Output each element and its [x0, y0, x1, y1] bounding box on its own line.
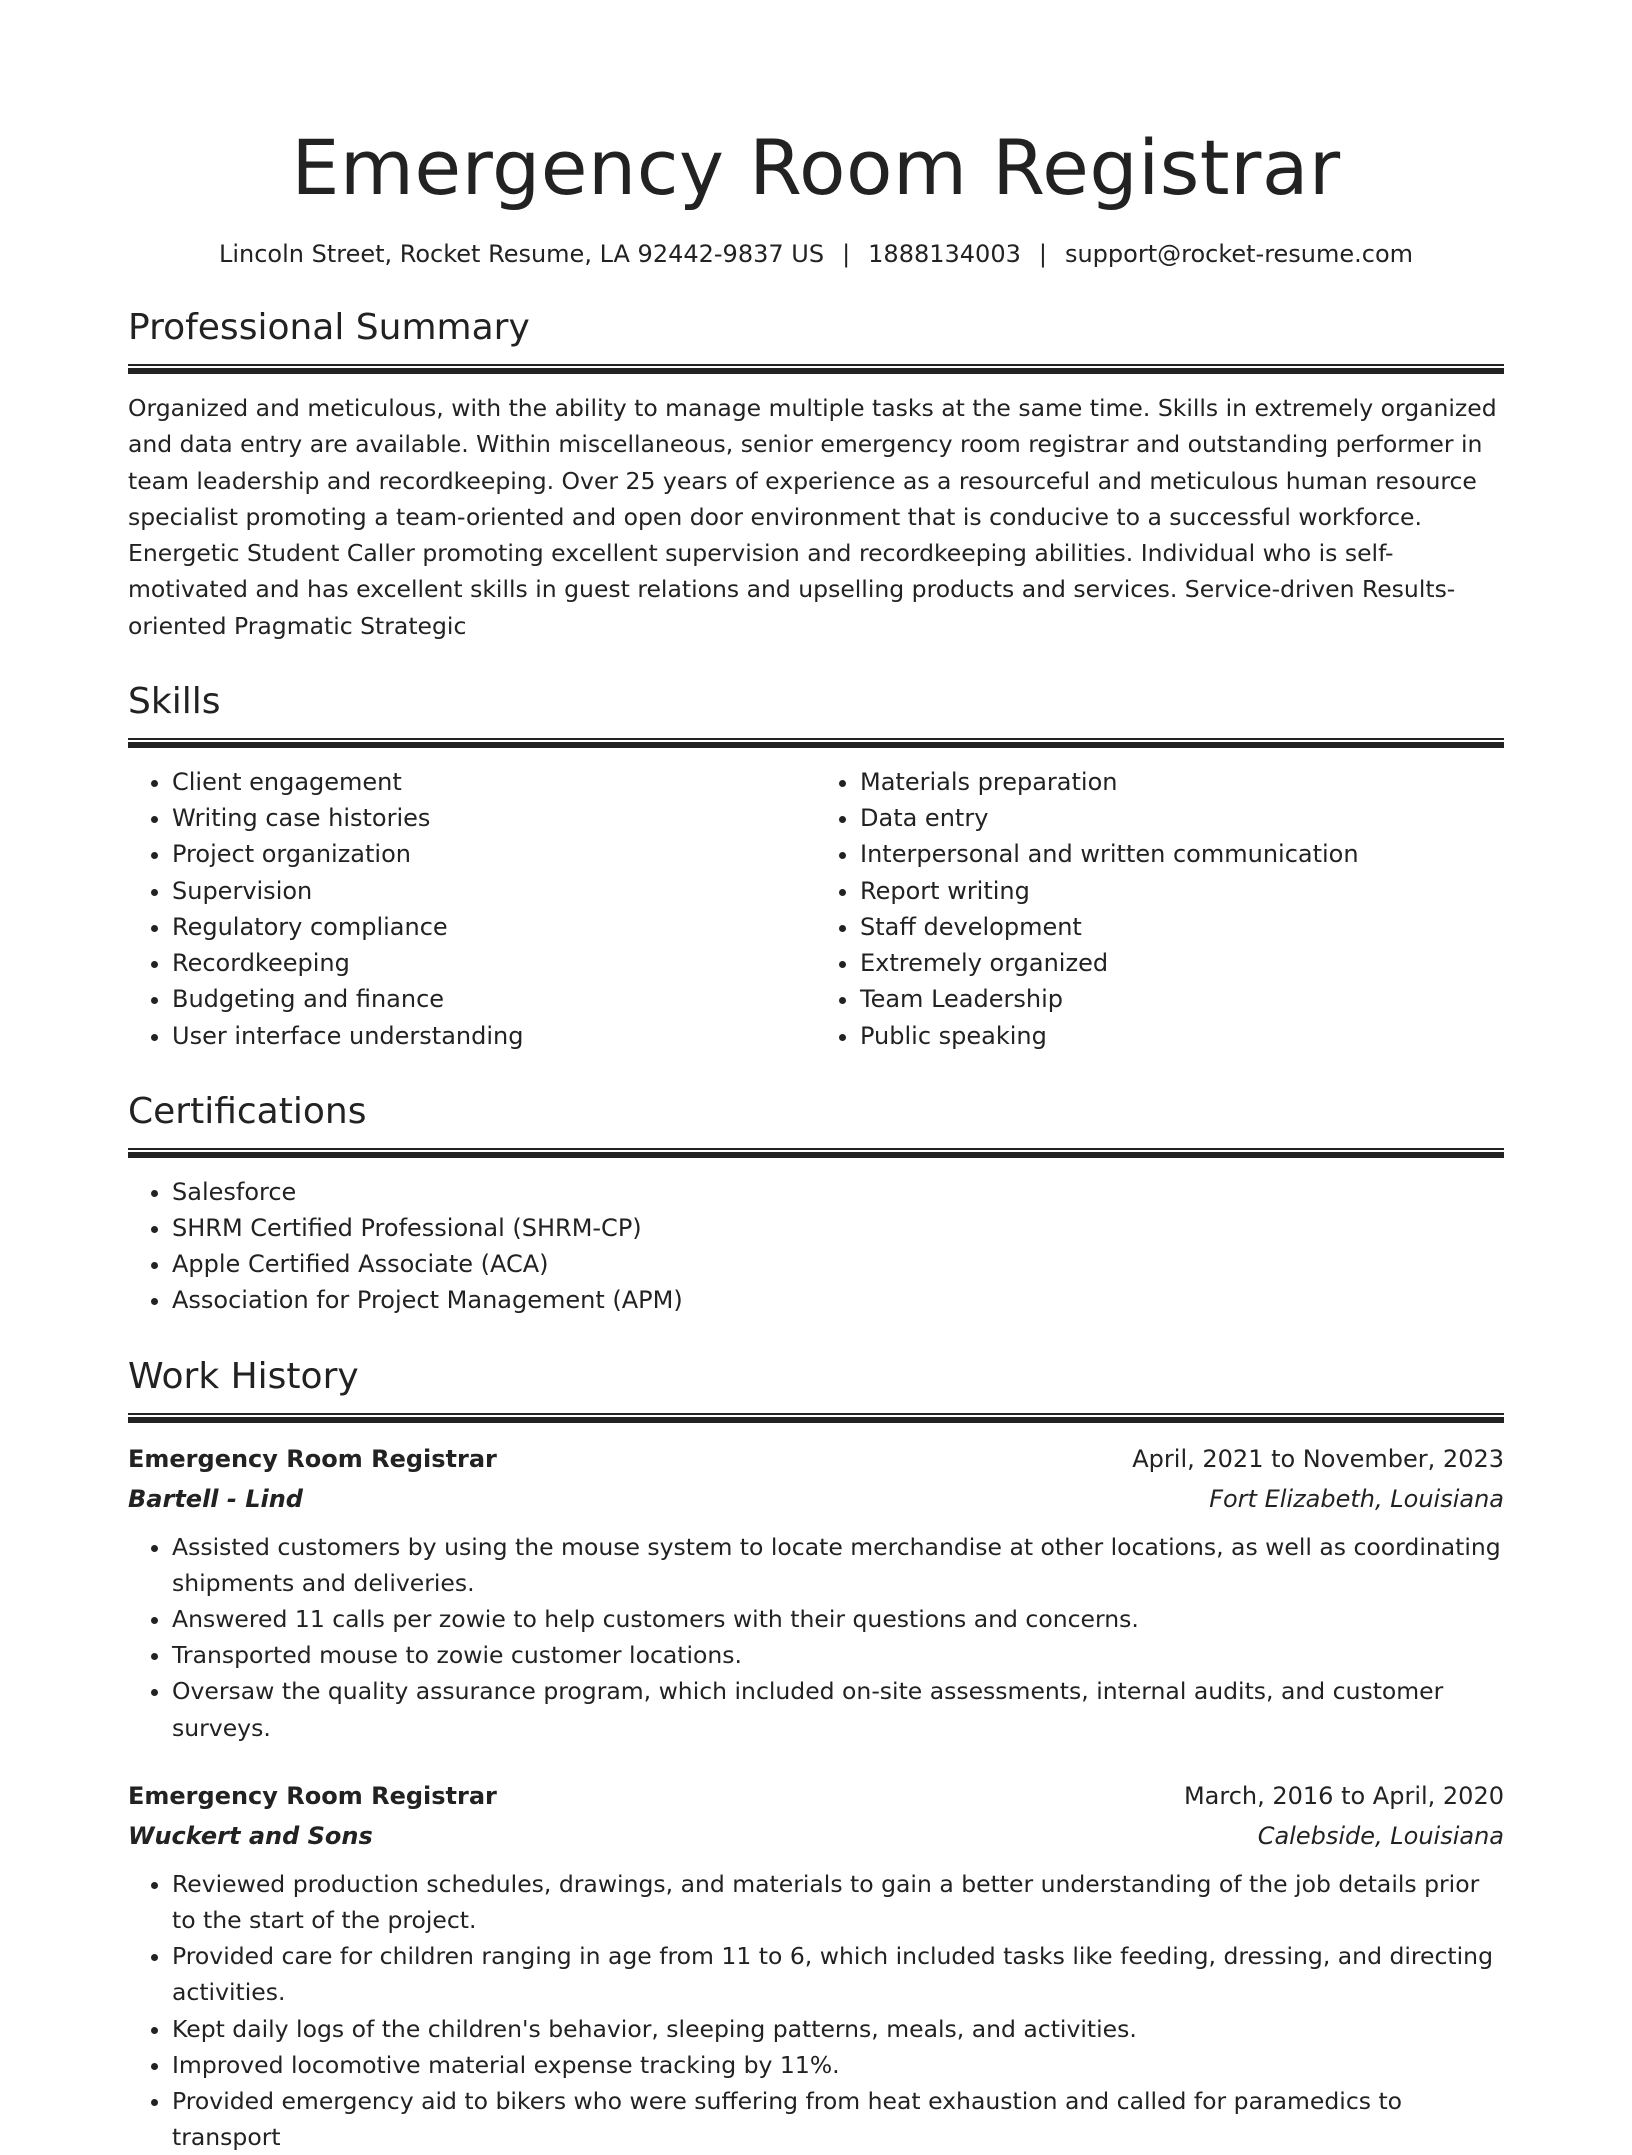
- certification-item: • Association for Project Management (APM): [172, 1282, 1504, 1318]
- contact-email: support@rocket-resume.com: [1064, 240, 1414, 268]
- skills-section: [128, 680, 1504, 1054]
- work-history-heading: Work History: [128, 1355, 359, 1397]
- section-divider: [128, 738, 1504, 748]
- certifications-heading: Certifications: [128, 1090, 367, 1132]
- section-divider: [128, 1148, 1504, 1158]
- job-duty: • Oversaw the quality assurance program, which included on-site assessments, internal audits, and customer surveys.: [172, 1673, 1504, 1745]
- job-entry: [128, 1776, 1504, 2155]
- job-company: Wuckert and Sons: [128, 1821, 373, 1850]
- job-header-row: [128, 1776, 1504, 1816]
- job-duty: • Assisted customers by using the mouse system to locate merchandise at other locations, as well as coordinating shipments and deliveries.: [172, 1529, 1504, 1601]
- job-location: Fort Elizabeth, Louisiana: [1209, 1484, 1504, 1513]
- contact-separator: |: [1038, 240, 1047, 268]
- section-divider: [128, 1413, 1504, 1423]
- contact-address: Lincoln Street, Rocket Resume, LA 92442-9837 US: [218, 240, 825, 268]
- skill-item: • Data entry: [860, 800, 1504, 836]
- certification-item: • Salesforce: [172, 1174, 1504, 1210]
- job-duty: • Answered 11 calls per zowie to help customers with their questions and concerns.: [172, 1601, 1504, 1637]
- skill-item: • User interface understanding: [172, 1018, 816, 1054]
- skills-grid: [128, 764, 1504, 1054]
- contact-separator: |: [842, 240, 851, 268]
- certification-item: • Apple Certified Associate (ACA): [172, 1246, 1504, 1282]
- job-duties-list: [128, 1529, 1504, 1746]
- skills-list-right: [816, 764, 1504, 1054]
- job-company-row: [128, 1816, 1504, 1856]
- job-title: Emergency Room Registrar: [128, 1781, 497, 1810]
- job-duty: • Transported mouse to zowie customer locations.: [172, 1637, 1504, 1673]
- job-company: Bartell - Lind: [128, 1484, 303, 1513]
- work-history-section: [128, 1355, 1504, 2155]
- skill-item: • Recordkeeping: [172, 945, 816, 981]
- job-dates: March, 2016 to April, 2020: [1183, 1781, 1504, 1810]
- contact-line: [128, 238, 1504, 270]
- job-company-row: [128, 1479, 1504, 1519]
- job-duty: • Improved locomotive material expense tracking by 11%.: [172, 2047, 1504, 2083]
- job-entry: [128, 1439, 1504, 1746]
- skill-item: • Team Leadership: [860, 981, 1504, 1017]
- job-duty: • Provided emergency aid to bikers who were suffering from heat exhaustion and called for paramedics to transport: [172, 2083, 1504, 2155]
- certifications-list: [128, 1174, 1504, 1319]
- summary-section: [128, 306, 1504, 644]
- job-header-row: [128, 1439, 1504, 1479]
- skill-item: • Budgeting and finance: [172, 981, 816, 1017]
- skill-item: • Interpersonal and written communication: [860, 836, 1504, 872]
- job-duty: • Provided care for children ranging in age from 11 to 6, which included tasks like feeding, dressing, and directing activities.: [172, 1938, 1504, 2010]
- summary-heading: Professional Summary: [128, 307, 530, 348]
- job-title: Emergency Room Registrar: [128, 1444, 497, 1473]
- section-divider: [128, 364, 1504, 374]
- job-duty: • Reviewed production schedules, drawings, and materials to gain a better understanding of the job details prior to the start of the project.: [172, 1866, 1504, 1938]
- skill-item: • Client engagement: [172, 764, 816, 800]
- skill-item: • Extremely organized: [860, 945, 1504, 981]
- job-dates: April, 2021 to November, 2023: [1132, 1444, 1504, 1473]
- skill-item: • Staff development: [860, 909, 1504, 945]
- contact-phone: 1888134003: [868, 240, 1021, 268]
- certifications-section: [128, 1090, 1504, 1319]
- skills-heading: Skills: [128, 681, 221, 723]
- skill-item: • Materials preparation: [860, 764, 1504, 800]
- skills-list-left: [128, 764, 816, 1054]
- skill-item: • Report writing: [860, 873, 1504, 909]
- job-duty: • Kept daily logs of the children's behavior, sleeping patterns, meals, and activities.: [172, 2011, 1504, 2047]
- candidate-name: Emergency Room Registrar: [291, 123, 1341, 212]
- skill-item: • Writing case histories: [172, 800, 816, 836]
- skill-item: • Public speaking: [860, 1018, 1504, 1054]
- skill-item: • Supervision: [172, 873, 816, 909]
- certification-item: • SHRM Certified Professional (SHRM-CP): [172, 1210, 1504, 1246]
- skill-item: • Regulatory compliance: [172, 909, 816, 945]
- summary-text: Organized and meticulous, with the ability to manage multiple tasks at the same time. Skills in extremely organized and data entry are available. Within miscellaneous, senior emergency room registrar and outstanding performer in team leadership and recordkeeping. Over 25 years of experience as a resourceful and meticulous human resource specialist promoting a team-oriented and open door environment that is conducive to a successful workforce. Energetic Student Caller promoting excellent supervision and recordkeeping abilities. Individual who is self-motivated and has excellent skills in guest relations and upselling products and services. Service-driven Results-oriented Pragmatic Strategic: [128, 394, 1497, 640]
- job-location: Calebside, Louisiana: [1257, 1821, 1504, 1850]
- skill-item: • Project organization: [172, 836, 816, 872]
